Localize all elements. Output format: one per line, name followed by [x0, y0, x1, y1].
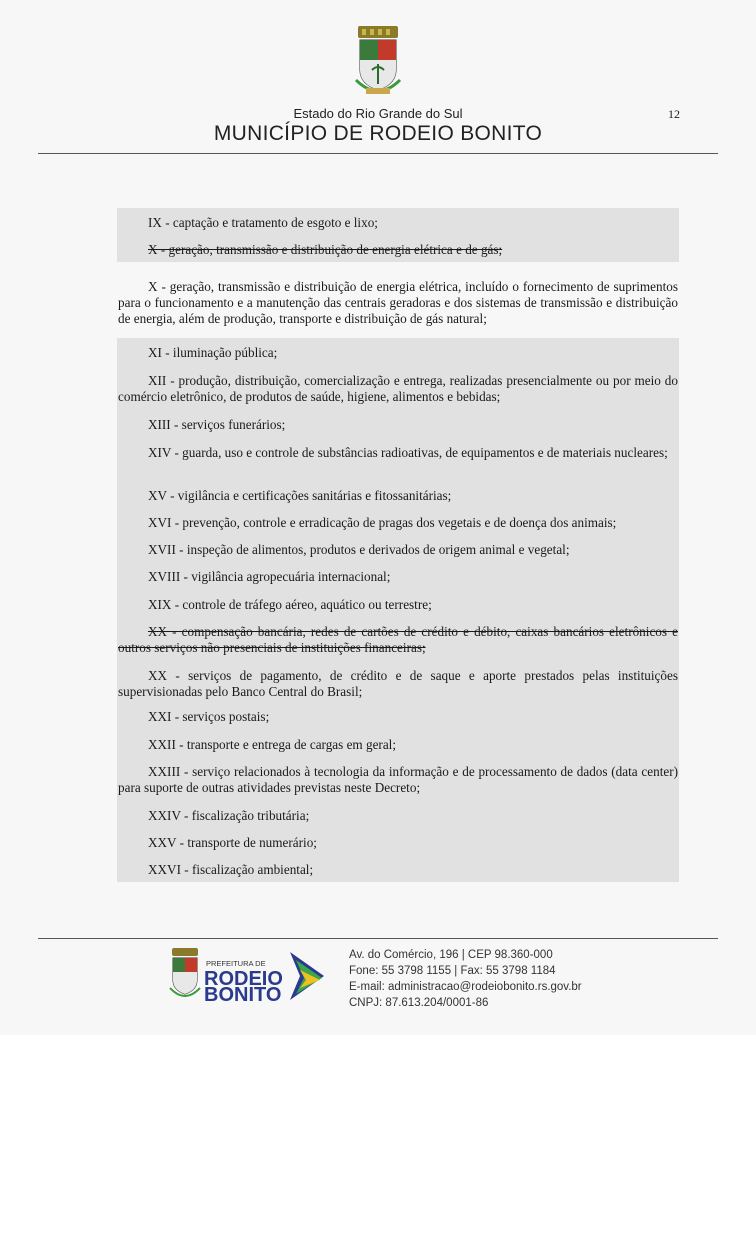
footer-phone: Fone: 55 3798 1155 | Fax: 55 3798 1184 — [349, 965, 556, 977]
footer-logo-word-1: RODEIO — [204, 968, 283, 990]
list-item: XXV - transporte de numerário; — [148, 835, 317, 850]
footer-email: E-mail: administracao@rodeiobonito.rs.gov.br — [349, 981, 582, 993]
footer-address: Av. do Comércio, 196 | CEP 98.360-000 — [349, 949, 553, 961]
list-item: XX - serviços de pagamento, de crédito e de saque e aporte prestados pelas instituições supervisionadas pelo Banco Central do Brasil; — [118, 668, 678, 699]
struck-text: X - geração, transmissão e distribuição de energia elétrica e de gás; — [148, 242, 503, 257]
list-item-struck — [118, 242, 678, 258]
municipality-name: MUNICÍPIO DE RODEIO BONITO — [213, 122, 543, 145]
list-item: XII - produção, distribuição, comercialização e entrega, realizadas presencialmente ou por meio do comércio eletrônico, de produtos de saúde, higiene, alimentos e bebidas; — [118, 373, 678, 404]
state-name: Estado do Rio Grande do Sul — [293, 106, 463, 121]
list-item: XXIV - fiscalização tributária; — [148, 808, 310, 823]
footer-arrow-icon — [286, 948, 328, 1004]
footer-crest-icon — [168, 946, 202, 1006]
list-item: XVIII - vigilância agropecuária internacional; — [148, 569, 391, 584]
municipal-crest-icon — [352, 24, 404, 104]
struck-text: XX - compensação bancária, redes de cartões de crédito e débito, caixas bancários eletrônicos e outros serviços não presenciais de instituições financeiras; — [118, 624, 678, 655]
list-item: XXVI - fiscalização ambiental; — [148, 862, 314, 877]
list-item: XXIII - serviço relacionados à tecnologia da informação e de processamento de dados (data center) para suporte de outras atividades previstas neste Decreto; — [118, 764, 678, 795]
footer-contact — [349, 947, 582, 1011]
list-item: XXI - serviços postais; — [148, 709, 270, 724]
list-item: XVI - prevenção, controle e erradicação de pragas dos vegetais e de doença dos animais; — [148, 515, 617, 530]
list-item: X - geração, transmissão e distribuição de energia elétrica, incluído o fornecimento de suprimentos para o funcionamento e a manutenção das centrais geradoras e dos sistemas de transmissão e distribuição de energia, além de produção, transporte e distribuição de gás natural; — [118, 279, 678, 326]
list-item: XIX - controle de tráfego aéreo, aquático ou terrestre; — [148, 597, 432, 612]
list-item: XI - iluminação pública; — [148, 345, 278, 360]
list-item-struck — [118, 624, 678, 656]
header-divider — [38, 153, 718, 154]
footer-cnpj: CNPJ: 87.613.204/0001-86 — [349, 997, 489, 1009]
list-item: XIII - serviços funerários; — [148, 417, 286, 432]
list-item: XVII - inspeção de alimentos, produtos e derivados de origem animal e vegetal; — [148, 542, 570, 557]
list-item: XXII - transporte e entrega de cargas em geral; — [148, 737, 396, 752]
footer-logo-word-2: BONITO — [204, 984, 282, 1006]
footer-logo-caption: PREFEITURA DE — [206, 959, 266, 968]
list-item: IX - captação e tratamento de esgoto e lixo; — [148, 215, 378, 230]
page-number: 12 — [668, 107, 680, 121]
footer-divider — [38, 938, 718, 939]
footer-logo — [168, 946, 328, 1006]
list-item: XV - vigilância e certificações sanitárias e fitossanitárias; — [148, 488, 452, 503]
list-item: XIV - guarda, uso e controle de substâncias radioativas, de equipamentos e de materiais nucleares; — [148, 445, 668, 460]
